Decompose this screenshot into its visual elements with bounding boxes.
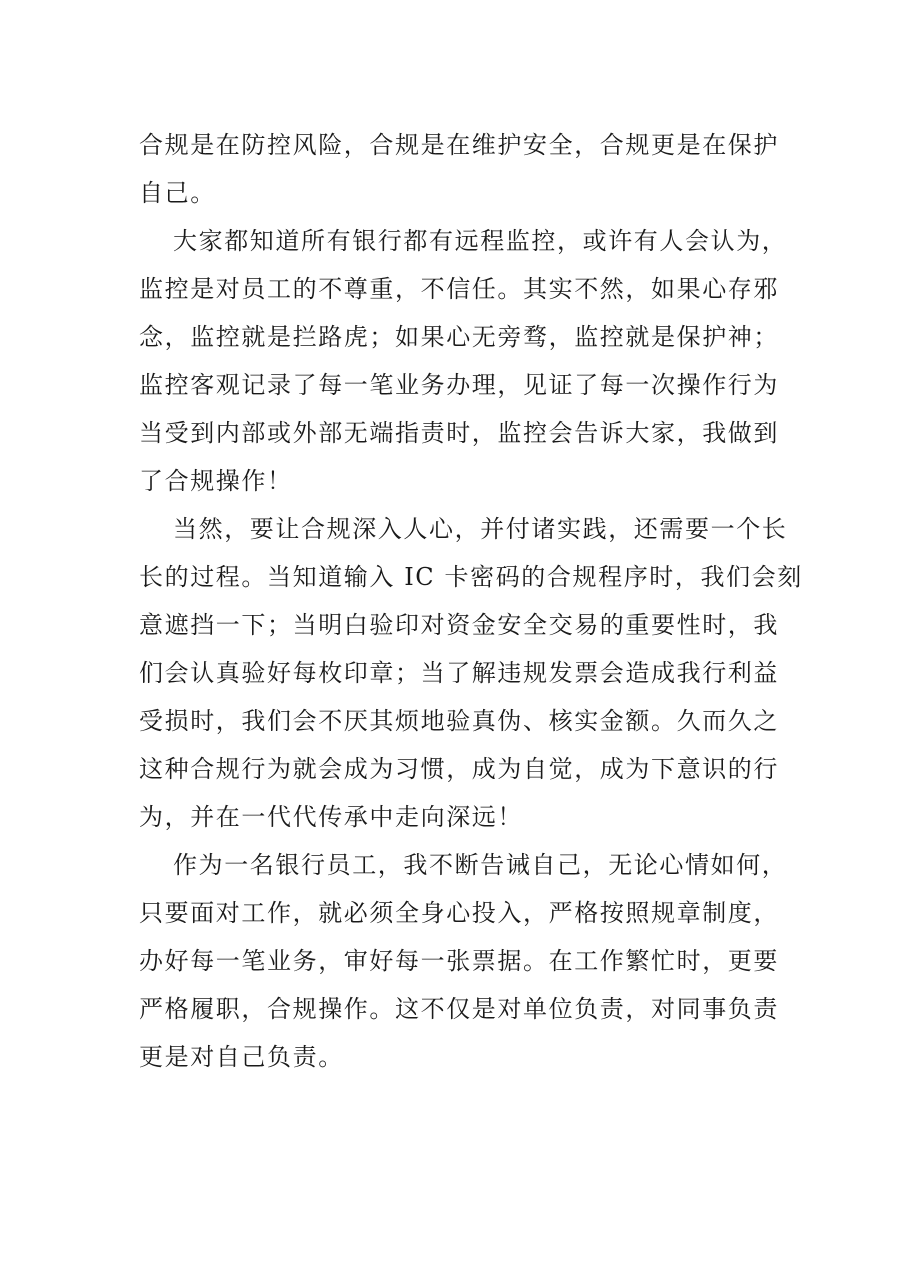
text-line: 念，监控就是拦路虎；如果心无旁骛，监控就是保护神；: [139, 323, 779, 351]
text-line: 当然，要让合规深入人心，并付诸实践，还需要一个长: [173, 515, 788, 543]
text-line: 长的过程。当知道输入 IC 卡密码的合规程序时，我们会刻: [139, 563, 803, 591]
text-line: 当受到内部或外部无端指责时，监控会告诉大家，我做到: [139, 419, 779, 447]
text-line: 办好每一笔业务，审好每一张票据。在工作繁忙时，更要: [139, 947, 779, 975]
text-line: 受损时，我们会不厌其烦地验真伪、核实金额。久而久之: [139, 707, 779, 735]
paragraph-4: [139, 841, 788, 1081]
text-line: 监控是对员工的不尊重，不信任。其实不然，如果心存邪: [139, 275, 779, 303]
text-line: 意遮挡一下；当明白验印对资金安全交易的重要性时，我: [139, 611, 779, 639]
text-line: 严格履职，合规操作。这不仅是对单位负责，对同事负责: [139, 995, 779, 1023]
text-line: 只要面对工作，就必须全身心投入，严格按照规章制度，: [139, 899, 779, 927]
paragraph-2: [139, 217, 788, 505]
text-line: 自己。: [139, 179, 216, 207]
text-line: 监控客观记录了每一笔业务办理，见证了每一次操作行为: [139, 371, 779, 399]
paragraph-1: [139, 121, 779, 217]
text-line: 这种合规行为就会成为习惯，成为自觉，成为下意识的行: [139, 755, 779, 783]
paragraph-3: [139, 505, 803, 841]
text-line: 们会认真验好每枚印章；当了解违规发票会造成我行利益: [139, 659, 779, 687]
text-line: 为，并在一代代传承中走向深远！: [139, 803, 523, 831]
text-line: 作为一名银行员工，我不断告诫自己，无论心情如何，: [173, 851, 788, 879]
text-line: 合规是在防控风险，合规是在维护安全，合规更是在保护: [139, 131, 779, 159]
document-body: [139, 121, 803, 1081]
text-line: 大家都知道所有银行都有远程监控，或许有人会认为，: [173, 227, 788, 255]
text-line: 了合规操作！: [139, 467, 293, 495]
text-line: 更是对自己负责。: [139, 1043, 344, 1071]
